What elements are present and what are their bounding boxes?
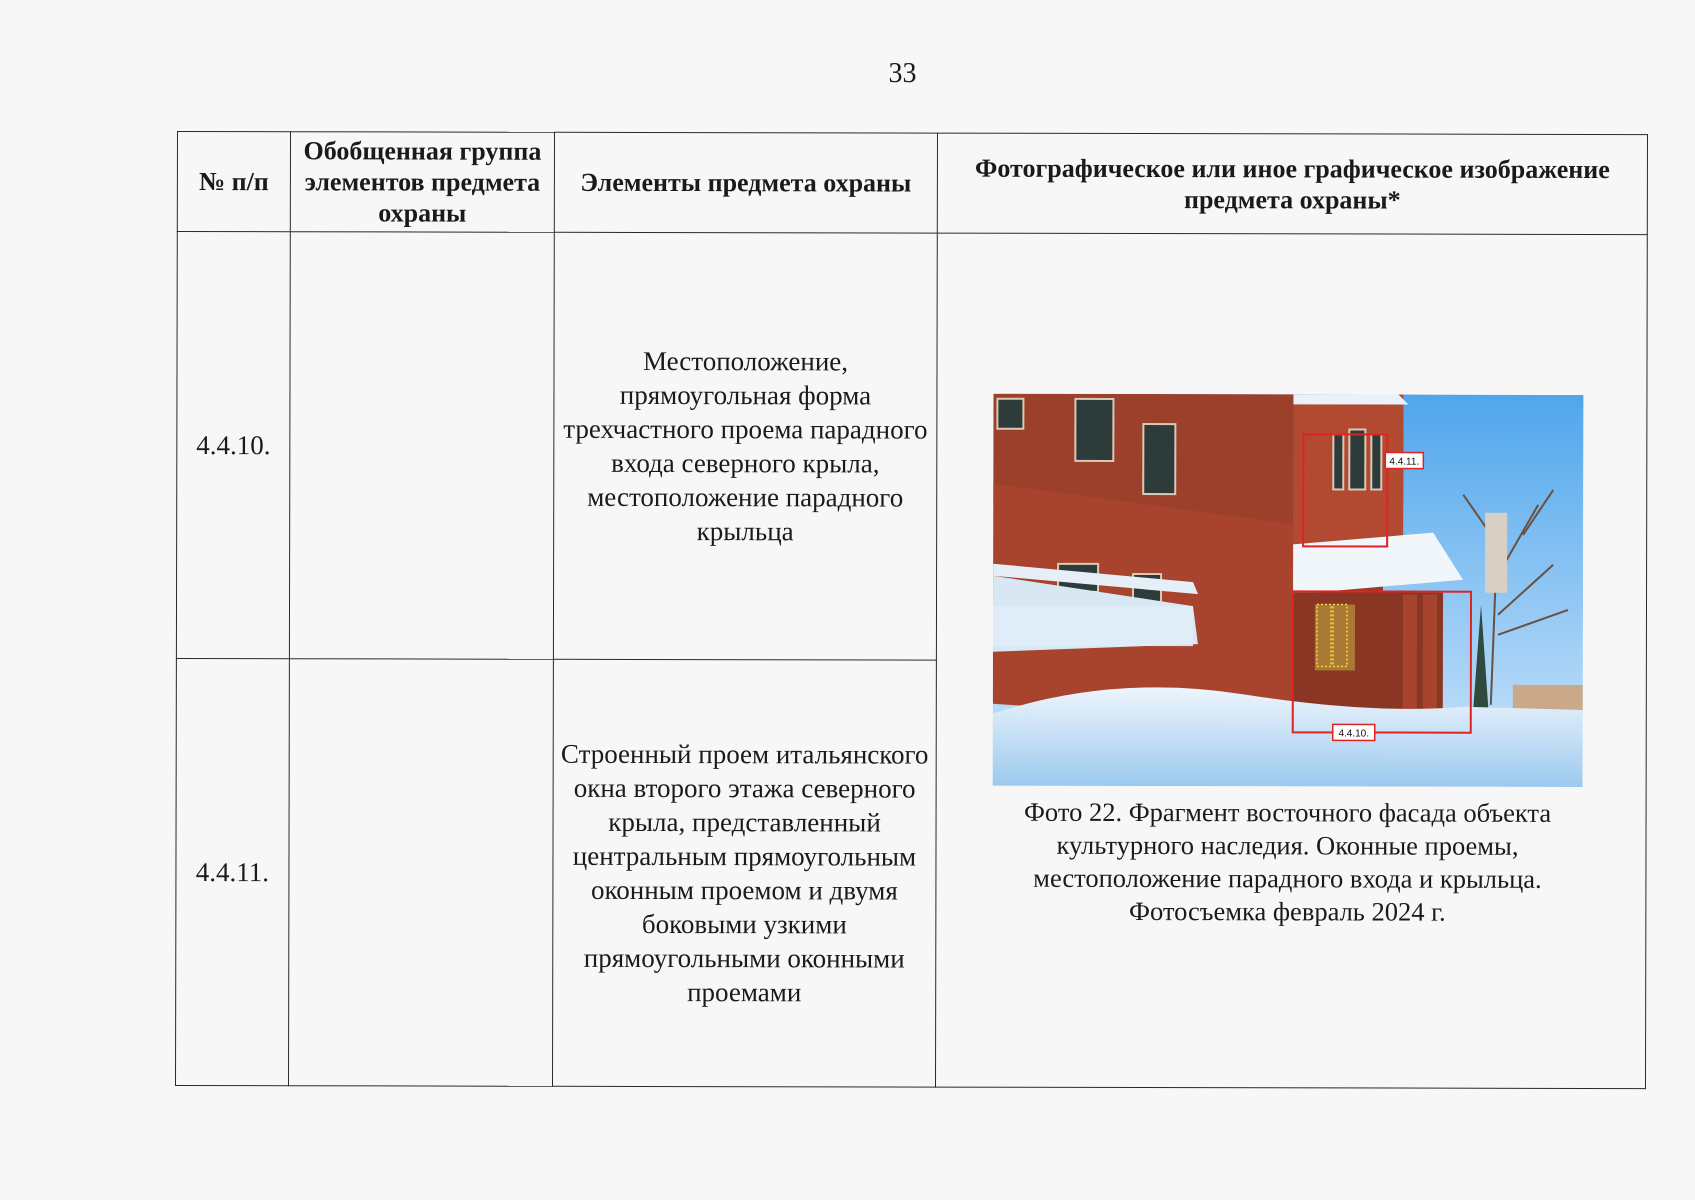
- row-number: 4.4.10.: [176, 232, 290, 659]
- protection-elements-table: [175, 131, 1648, 1089]
- building-facade-photo: [993, 394, 1584, 787]
- marker-label-4-4-10: 4.4.10.: [1338, 728, 1370, 740]
- page-number: 33: [888, 58, 917, 89]
- photo-cell: [935, 233, 1647, 1088]
- header-num: № п/п: [177, 132, 290, 232]
- table-row: [176, 232, 1647, 662]
- header-elements: Элементы предмета охраны: [554, 132, 937, 233]
- row-number: 4.4.11.: [176, 658, 290, 1085]
- photo-figure: [992, 394, 1583, 929]
- row-elements: Местоположение, прямоугольная форма трехчастного проема парадного входа северного крыла, местоположение парадного крыльца: [553, 232, 937, 660]
- marker-label-4-4-11: 4.4.11.: [1389, 456, 1420, 468]
- row-group: [289, 232, 554, 660]
- header-group: Обобщенная группа элементов предмета охраны: [290, 132, 554, 233]
- header-image: Фотографическое или иное графическое изображение предмета охраны*: [937, 133, 1647, 234]
- table-header-row: [177, 132, 1647, 235]
- row-group: [289, 659, 554, 1087]
- row-elements: Строенный проем итальянского окна второго этажа северного крыла, представленный центральным прямоугольным оконным проемом и двумя боковыми узкими прямоугольными оконными проемами: [553, 659, 937, 1087]
- photo-caption: Фото 22. Фрагмент восточного фасада объекта культурного наследия. Оконные проемы, местоположение парадного входа и крыльца. Фотосъемка февраль 2024 г.: [1023, 796, 1552, 927]
